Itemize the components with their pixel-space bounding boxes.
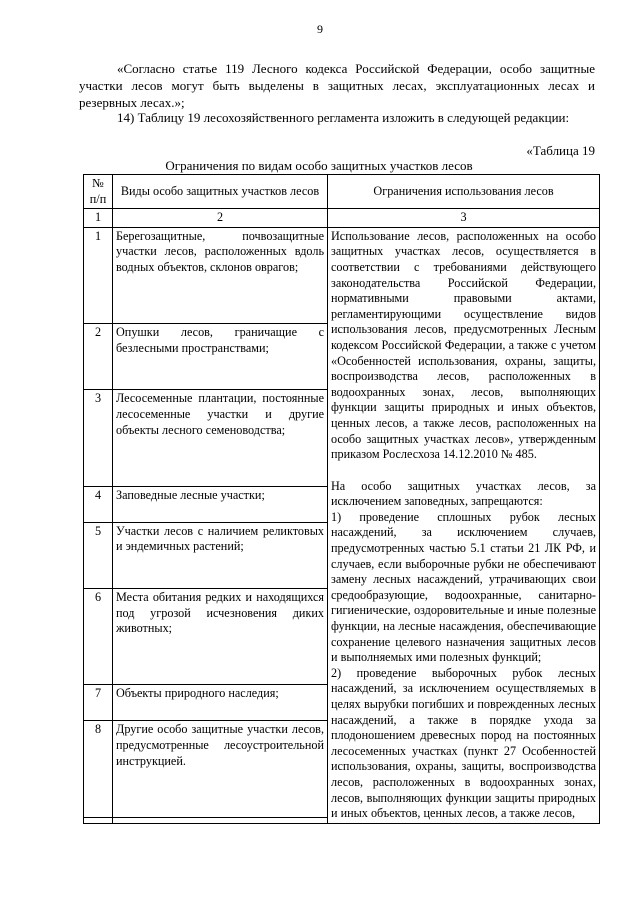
row-number: 8 — [84, 721, 113, 817]
header-type: Виды особо защитных участков лесов — [113, 175, 328, 209]
row-type: Участки лесов с наличием реликтовых и эндемичных растений; — [113, 522, 328, 588]
row-type: Лесосеменные плантации, постоянные лесосеменные участки и другие объекты лесного семеноводства; — [113, 390, 328, 486]
col-number: 3 — [328, 209, 600, 228]
page-number: 9 — [317, 22, 323, 36]
row-type: Места обитания редких и находящихся под угрозой исчезновения диких животных; — [113, 589, 328, 685]
row-type: Берегозащитные, почвозащитные участки лесов, расположенных вдоль водных объектов, склонов оврагов; — [113, 227, 328, 323]
column-numbers-row — [84, 209, 600, 228]
col-number: 2 — [113, 209, 328, 228]
empty-cell — [113, 817, 328, 823]
table-title: Ограничения по видам особо защитных участков лесов — [165, 158, 473, 173]
row-type: Заповедные лесные участки; — [113, 486, 328, 522]
paragraph-article-119: «Согласно статье 119 Лесного кодекса Российской Федерации, особо защитные участки лесов могут быть выделены в защитных лесах, эксплуатационных лесах и резервных лесах.»; — [79, 61, 595, 110]
restriction-paragraph: 1) проведение сплошных рубок лесных насаждений, за исключением случаев, предусмотренных частью 5.1 статьи 21 ЛК РФ, и случаев, если выборочные рубки не обеспечивают замену лесных насаждений, утрачивающих свои средообразующие, водоохранные, санитарно-гигиенические, оздоровительные и иные полезные функции, на лесные насаждения, обеспечивающие сохранение целевого назначения защитных лесов и выполняемых ими полезных функций; — [331, 509, 596, 665]
col-number: 1 — [84, 209, 113, 228]
restrictions-cell — [328, 227, 600, 823]
paragraph-item-14: 14) Таблицу 19 лесохозяйственного регламента изложить в следующей редакции: — [117, 110, 570, 125]
table-row — [84, 227, 600, 323]
restrictions-table — [83, 174, 600, 824]
row-type: Опушки лесов, граничащие с безлесными пространствами; — [113, 324, 328, 390]
restriction-paragraph: На особо защитных участках лесов, за исключением заповедных, запрещаются: — [331, 478, 596, 509]
row-number: 3 — [84, 390, 113, 486]
table-header-row — [84, 175, 600, 209]
row-number: 1 — [84, 227, 113, 323]
restriction-paragraph: Использование лесов, расположенных на особо защитных участках лесов, осуществляется в соответствии с требованиями действующего законодательства Российской Федерации, нормативными правовыми актами, регламентирующими осуществление видов использования лесов, предусмотренных Лесным кодексом Российской Федерации, а также с учетом «Особенностей использования, охраны, защиты, воспроизводства лесов, расположенных в водоохранных зонах, лесов, выполняющих функции защиты природных и иных объектов, ценных лесов, а также лесов, расположенных на особо защитных участках лесов», утвержденным приказом Рослесхоза 14.12.2010 № 485. — [331, 228, 596, 462]
row-type: Объекты природного наследия; — [113, 685, 328, 721]
row-number: 5 — [84, 522, 113, 588]
empty-cell — [84, 817, 113, 823]
restriction-paragraph: 2) проведение выборочных рубок лесных насаждений, за исключением осуществляемых в целях вырубки погибших и поврежденных лесных насаждений, а также в порядке ухода за плодоношением древесных пород на постоянных лесосеменных участках (пункт 27 Особенностей использования, охраны, защиты, воспроизводства лесов, расположенных в водоохранных зонах, лесов, выполняющих функции защиты природных и иных объектов, ценных лесов, а также лесов, — [331, 665, 596, 821]
row-number: 4 — [84, 486, 113, 522]
header-num: № п/п — [84, 175, 113, 209]
row-number: 6 — [84, 589, 113, 685]
row-number: 7 — [84, 685, 113, 721]
header-restrictions: Ограничения использования лесов — [328, 175, 600, 209]
row-type: Другие особо защитные участки лесов, предусмотренные лесоустроительной инструкцией. — [113, 721, 328, 817]
table-reference: «Таблица 19 — [526, 143, 595, 158]
row-number: 2 — [84, 324, 113, 390]
